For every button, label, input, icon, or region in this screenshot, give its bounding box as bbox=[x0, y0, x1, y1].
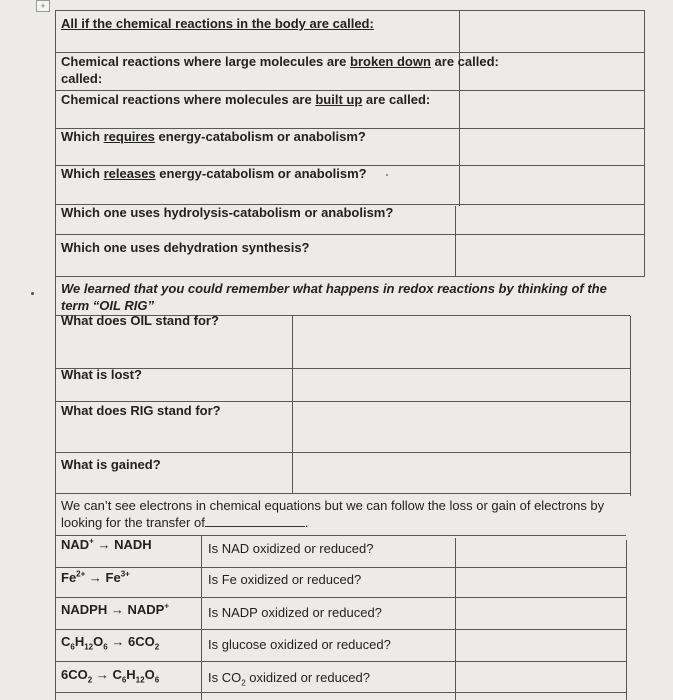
q-built-up-end: are called: bbox=[362, 92, 431, 107]
c-symbol: C bbox=[61, 634, 71, 649]
electrons-end: . bbox=[304, 515, 309, 530]
o-symbol: O bbox=[144, 667, 155, 682]
q-glucose: Is glucose oxidized or reduced? bbox=[208, 637, 391, 652]
col-divider-answer-2 bbox=[455, 206, 456, 276]
q-releases-underlined: releases bbox=[103, 166, 156, 181]
q-broken-down-underlined: broken down bbox=[350, 54, 431, 69]
row-line bbox=[55, 10, 645, 11]
row-line bbox=[55, 692, 626, 693]
h-symbol: H bbox=[74, 634, 85, 649]
coefficient: 6 bbox=[61, 667, 69, 682]
q-rig: What does RIG stand for? bbox=[61, 403, 221, 418]
q-releases-pre: Which bbox=[61, 166, 104, 181]
row-line bbox=[55, 661, 626, 662]
table-border-right bbox=[644, 10, 645, 276]
col-divider-question bbox=[201, 535, 202, 700]
q-co2-pre: Is CO bbox=[208, 670, 242, 685]
q-releases-end: energy-catabolism or anabolism? bbox=[155, 166, 367, 181]
electrons-statement bbox=[61, 497, 627, 531]
row-line bbox=[55, 597, 626, 598]
nadh-label: NADH bbox=[114, 537, 152, 552]
electrons-text: We can’t see electrons in chemical equations but we can follow the loss or gain of electrons by looking for the transfer of bbox=[61, 498, 605, 530]
col-divider-answer-rxn bbox=[455, 538, 456, 700]
q-broken-down-cont: called: bbox=[61, 71, 103, 86]
q-broken-down bbox=[61, 53, 499, 70]
q-all-reactions: All if the chemical reactions in the body are called: bbox=[61, 16, 374, 31]
rxn-glucose bbox=[61, 633, 159, 650]
q-built-up bbox=[61, 91, 430, 108]
table-border-right-mid bbox=[630, 316, 631, 496]
nadph-label: NADPH bbox=[61, 602, 108, 617]
redox-intro: We learned that you could remember what happens in redox reactions by thinking of the term “OIL RIG” bbox=[61, 281, 607, 313]
nad-label: NAD bbox=[61, 537, 90, 552]
col-divider-answer bbox=[459, 10, 460, 206]
c-count: 6 bbox=[121, 675, 127, 685]
rxn-nad bbox=[61, 536, 152, 553]
nadp-label: NADP bbox=[127, 602, 165, 617]
rxn-co2 bbox=[61, 666, 159, 683]
q-dehydration: Which one uses dehydration synthesis? bbox=[61, 240, 310, 255]
arrow-icon: → bbox=[95, 667, 109, 682]
row-line bbox=[55, 452, 630, 453]
q-nadp: Is NADP oxidized or reduced? bbox=[208, 605, 382, 620]
q-hydrolysis: Which one uses hydrolysis-catabolism or anabolism? bbox=[61, 205, 394, 220]
row-line bbox=[55, 234, 645, 235]
q-co2 bbox=[208, 669, 370, 686]
h-count: 12 bbox=[135, 675, 145, 685]
co-symbol: CO bbox=[135, 634, 155, 649]
nad-charge: + bbox=[89, 536, 94, 546]
bullet-dot bbox=[31, 292, 34, 295]
q-fe: Is Fe oxidized or reduced? bbox=[208, 572, 362, 587]
q-built-up-text: Chemical reactions where molecules are bbox=[61, 92, 316, 107]
move-cross-icon[interactable]: + bbox=[36, 0, 50, 12]
q-requires-underlined: requires bbox=[103, 129, 155, 144]
q-broken-down-end: are called: bbox=[430, 54, 499, 69]
q-built-up-underlined: built up bbox=[315, 92, 363, 107]
coefficient: 6 bbox=[127, 634, 136, 649]
rxn-nadph bbox=[61, 601, 169, 618]
fe-label: Fe bbox=[61, 570, 77, 585]
o-count: 2 bbox=[154, 642, 160, 652]
q-broken-down-text: Chemical reactions where large molecules are bbox=[61, 54, 351, 69]
q-releases-energy bbox=[61, 165, 367, 182]
q-requires-pre: Which bbox=[61, 129, 104, 144]
q-gained: What is gained? bbox=[61, 457, 161, 472]
q-co2-end: oxidized or reduced? bbox=[245, 670, 370, 685]
co-symbol: CO bbox=[68, 667, 88, 682]
o-symbol: O bbox=[93, 634, 104, 649]
fe3-charge: 3+ bbox=[120, 569, 130, 579]
q-requires-end: energy-catabolism or anabolism? bbox=[154, 129, 366, 144]
fe-label: Fe bbox=[105, 570, 121, 585]
row-line bbox=[55, 629, 626, 630]
q-co2-sub: 2 bbox=[241, 678, 246, 688]
q-lost: What is lost? bbox=[61, 367, 142, 382]
h-count: 12 bbox=[84, 642, 94, 652]
fe2-charge: 2+ bbox=[76, 569, 86, 579]
c-count: 6 bbox=[70, 642, 75, 652]
h-symbol: H bbox=[126, 667, 136, 682]
row-line bbox=[55, 276, 645, 277]
o-count: 6 bbox=[103, 642, 108, 652]
arrow-icon: → bbox=[97, 537, 111, 552]
col-divider-oilrig bbox=[292, 316, 293, 493]
rxn-fe bbox=[61, 569, 130, 586]
row-line bbox=[55, 493, 630, 494]
speck bbox=[386, 174, 388, 176]
o-count: 2 bbox=[87, 675, 93, 685]
table-border-right-low bbox=[626, 540, 627, 700]
o-count: 6 bbox=[154, 675, 160, 685]
arrow-icon: → bbox=[110, 602, 124, 617]
c-symbol: C bbox=[112, 667, 122, 682]
fill-in-blank[interactable] bbox=[205, 514, 305, 527]
arrow-icon: → bbox=[88, 570, 102, 585]
arrow-icon: → bbox=[111, 634, 125, 649]
row-line bbox=[55, 567, 626, 568]
nadp-charge: + bbox=[164, 601, 169, 611]
q-nad: Is NAD oxidized or reduced? bbox=[208, 541, 374, 556]
q-oil: What does OIL stand for? bbox=[61, 313, 219, 328]
q-requires-energy bbox=[61, 128, 366, 145]
